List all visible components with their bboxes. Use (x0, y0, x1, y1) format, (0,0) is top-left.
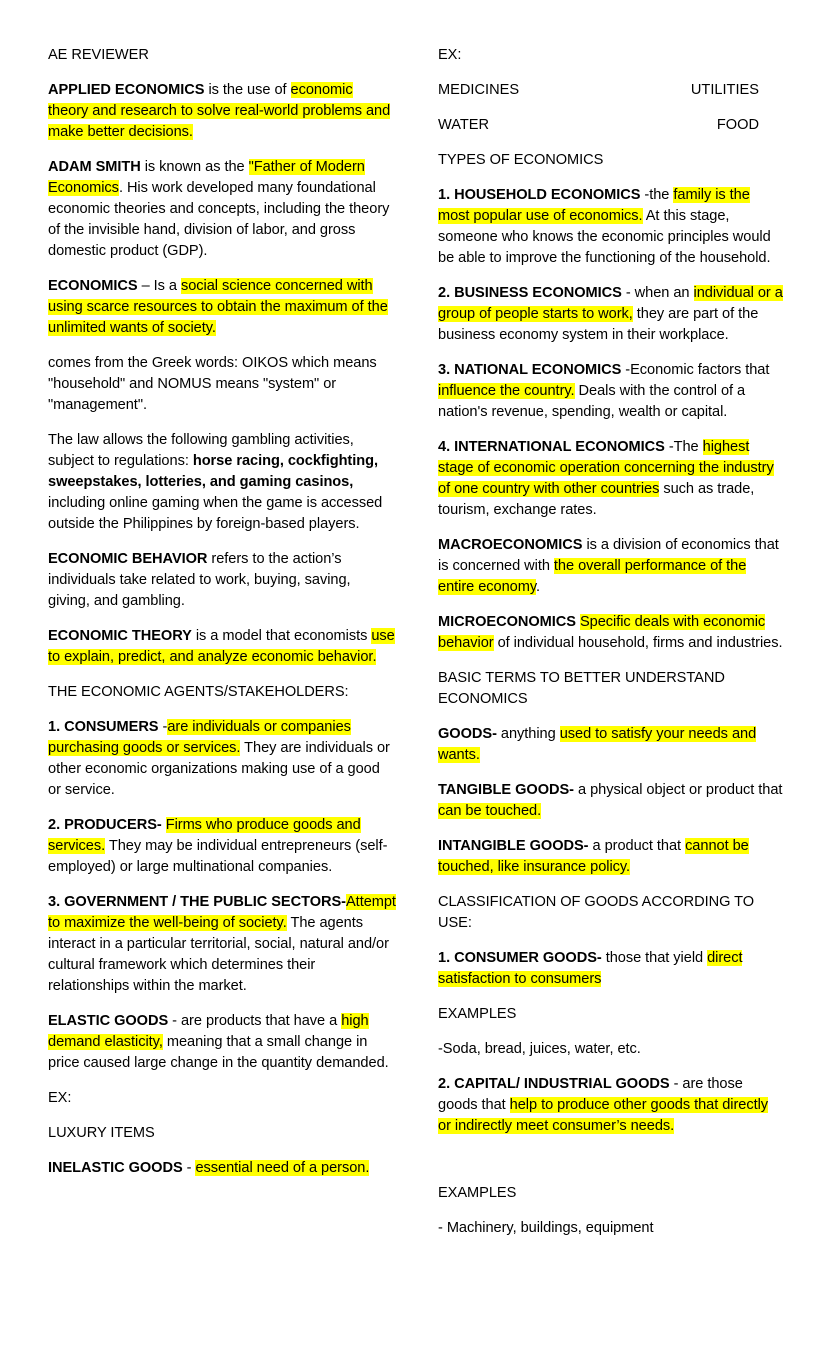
text-rest: of individual household, firms and industries. (493, 635, 783, 651)
highlight-applied-economics: economic theory and research to solve real-world problems and make better decisions. (48, 82, 391, 140)
ex-items-grid (438, 80, 783, 136)
paragraph-economics (48, 276, 396, 339)
term-household-economics: 1. HOUSEHOLD ECONOMICS (438, 187, 641, 203)
highlight-goods: used to satisfy your needs and wants. (438, 726, 757, 763)
text-lead: -The (664, 439, 703, 455)
text-lead: - are products that have a (168, 1013, 342, 1029)
highlight-national-economics: influence the country. (438, 383, 575, 399)
paragraph-capital-goods (438, 1074, 783, 1137)
text-lead: -the (640, 187, 674, 203)
paragraph-inelastic-goods (48, 1158, 396, 1179)
paragraph-macroeconomics (438, 535, 783, 598)
paragraph-tangible-goods (438, 780, 783, 822)
ex-item-utilities: UTILITIES (690, 82, 759, 98)
term-elastic-goods: ELASTIC GOODS (48, 1013, 169, 1029)
label-examples-consumer-goods: EXAMPLES (438, 1006, 517, 1022)
heading-types-of-economics: TYPES OF ECONOMICS (438, 152, 604, 168)
term-inelastic-goods: INELASTIC GOODS (48, 1160, 183, 1176)
two-column-layout (48, 45, 798, 1253)
paragraph-consumers (48, 717, 396, 801)
text-lead: a product that (588, 838, 686, 854)
term-goods: GOODS- (438, 726, 497, 742)
highlight-household-economics: family is the most popular use of economics. (438, 187, 750, 224)
right-column (438, 45, 783, 1253)
text-lead: is a division of economics that is concerned with (438, 537, 779, 574)
paragraph-elastic-goods (48, 1011, 396, 1074)
paragraph-adam-smith (48, 157, 396, 262)
text-rest: . His work developed many foundational economic theories and concepts, including the theory of the invisible hand, division of labor, and gross domestic product (GDP). (48, 180, 390, 259)
text-lead: those that yield (601, 950, 708, 966)
text-rest: The agents interact in a particular territorial, social, natural and/or cultural framework which determines their relationships within the market. (48, 915, 389, 994)
text-rest: they are part of the business economy system in their workplace. (438, 306, 759, 343)
text-lead: - (158, 719, 168, 735)
highlight-adam-smith: "Father of Modern Economics (48, 159, 365, 196)
term-business-economics: 2. BUSINESS ECONOMICS (438, 285, 622, 301)
ex-item-food: FOOD (716, 117, 759, 133)
text-rest: such as trade, tourism, exchange rates. (438, 481, 755, 518)
term-producers: 2. PRODUCERS- (48, 817, 162, 833)
left-column (48, 45, 396, 1193)
highlight-economics: social science concerned with using scarce resources to obtain the maximum of the unlimited wants of society. (48, 278, 388, 336)
text-rest: They may be individual entrepreneurs (self-employed) or large multinational companies. (48, 838, 388, 875)
paragraph-producers (48, 815, 396, 878)
heading-basic-terms: BASIC TERMS TO BETTER UNDERSTAND ECONOMICS (438, 670, 725, 707)
paragraph-consumer-goods (438, 948, 783, 990)
label-ex-right: EX: (438, 47, 462, 63)
term-economics: ECONOMICS (48, 278, 138, 294)
text-examples-consumer-goods: -Soda, bread, juices, water, etc. (438, 1041, 641, 1057)
highlight-macroeconomics: the overall performance of the entire economy (438, 558, 747, 595)
term-consumer-goods: 1. CONSUMER GOODS- (438, 950, 602, 966)
term-microeconomics: MICROECONOMICS (438, 614, 576, 630)
ex-row (438, 80, 783, 101)
term-intangible-goods: INTANGIBLE GOODS- (438, 838, 589, 854)
term-international-economics: 4. INTERNATIONAL ECONOMICS (438, 439, 665, 455)
text-rest: including online gaming when the game is accessed outside the Philippines by foreign-based players. (48, 495, 383, 532)
highlight-elastic-goods: high demand elasticity, (48, 1013, 369, 1050)
text-lead: The law allows the following gambling activities, subject to regulations: (48, 432, 354, 469)
text-luxury-items: LUXURY ITEMS (48, 1125, 155, 1141)
highlight-government: Attempt to maximize the well-being of society. (48, 894, 396, 931)
highlight-tangible-goods: can be touched. (438, 803, 542, 819)
highlight-business-economics: individual or a group of people starts to work, (438, 285, 783, 322)
highlight-intangible-goods: cannot be touched, like insurance policy. (438, 838, 749, 875)
text-lead: - are those goods that (438, 1076, 743, 1113)
text-rest: meaning that a small change in price caused large change in the quantity demanded. (48, 1034, 389, 1071)
paragraph-economic-behavior (48, 549, 396, 612)
term-applied-economics: APPLIED ECONOMICS (48, 82, 205, 98)
text-rest: refers to the action’s individuals take related to work, buying, saving, giving, and gambling. (48, 551, 351, 609)
text-lead: -Economic factors that (621, 362, 770, 378)
term-national-economics: 3. NATIONAL ECONOMICS (438, 362, 622, 378)
text-rest: Deals with the control of a nation's revenue, spending, wealth or capital. (438, 383, 746, 420)
highlight-capital-goods: help to produce other goods that directly or indirectly meet consumer’s needs. (438, 1097, 769, 1134)
ex-item-medicines: MEDICINES (438, 82, 520, 98)
paragraph-greek-origin: comes from the Greek words: OIKOS which means "household" and NOMUS means "system" or "management". (48, 355, 377, 413)
term-capital-goods: 2. CAPITAL/ INDUSTRIAL GOODS (438, 1076, 670, 1092)
term-macroeconomics: MACROECONOMICS (438, 537, 583, 553)
paragraph-household-economics (438, 185, 783, 269)
ex-row (438, 115, 783, 136)
highlight-economic-theory: use to explain, predict, and analyze economic behavior. (48, 628, 395, 665)
highlight-consumer-goods: direct satisfaction to consumers (438, 950, 743, 987)
text-lead: - when an (621, 285, 694, 301)
text-rest: . (536, 579, 541, 595)
paragraph-applied-economics (48, 80, 396, 143)
text-lead: is a model that economists (191, 628, 372, 644)
text-lead: is known as the (140, 159, 249, 175)
text-lead: - (182, 1160, 196, 1176)
paragraph-microeconomics (438, 612, 783, 654)
paragraph-economic-theory (48, 626, 396, 668)
term-tangible-goods: TANGIBLE GOODS- (438, 782, 574, 798)
text-examples-capital-goods: - Machinery, buildings, equipment (438, 1220, 654, 1236)
paragraph-national-economics (438, 360, 783, 423)
paragraph-government (48, 892, 396, 997)
text-lead: a physical object or product that (574, 782, 783, 798)
term-economic-behavior: ECONOMIC BEHAVIOR (48, 551, 208, 567)
term-adam-smith: ADAM SMITH (48, 159, 141, 175)
heading-stakeholders: THE ECONOMIC AGENTS/STAKEHOLDERS: (48, 684, 349, 700)
text-rest: At this stage, someone who knows the economic principles would be able to improve the functioning of the household. (438, 208, 771, 266)
highlight-microeconomics: Specific deals with economic behavior (438, 614, 766, 651)
term-government: 3. GOVERNMENT / THE PUBLIC SECTORS- (48, 894, 346, 910)
text-lead: – Is a (137, 278, 181, 294)
paragraph-goods (438, 724, 783, 766)
highlight-consumers: are individuals or companies purchasing goods or services. (48, 719, 351, 756)
text-rest: They are individuals or other economic organizations making use of a good or service. (48, 740, 390, 798)
paragraph-intangible-goods (438, 836, 783, 878)
term-economic-theory: ECONOMIC THEORY (48, 628, 192, 644)
bold-gambling-activities: horse racing, cockfighting, sweepstakes, lotteries, and gaming casinos, (48, 453, 378, 490)
text-lead: is the use of (204, 82, 291, 98)
highlight-international-economics: highest stage of economic operation concerning the industry of one country with other countries (438, 439, 774, 497)
paragraph-international-economics (438, 437, 783, 521)
paragraph-business-economics (438, 283, 783, 346)
highlight-inelastic-goods: essential need of a person. (195, 1160, 370, 1176)
paragraph-gambling-law (48, 430, 396, 535)
text-lead: anything (496, 726, 560, 742)
highlight-producers: Firms who produce goods and services. (48, 817, 361, 854)
label-examples-capital-goods: EXAMPLES (438, 1185, 517, 1201)
page-title: AE REVIEWER (48, 47, 149, 63)
heading-classification-of-goods: CLASSIFICATION OF GOODS ACCORDING TO USE: (438, 894, 755, 931)
label-ex-left: EX: (48, 1090, 72, 1106)
ex-item-water: WATER (438, 117, 490, 133)
term-consumers: 1. CONSUMERS (48, 719, 159, 735)
